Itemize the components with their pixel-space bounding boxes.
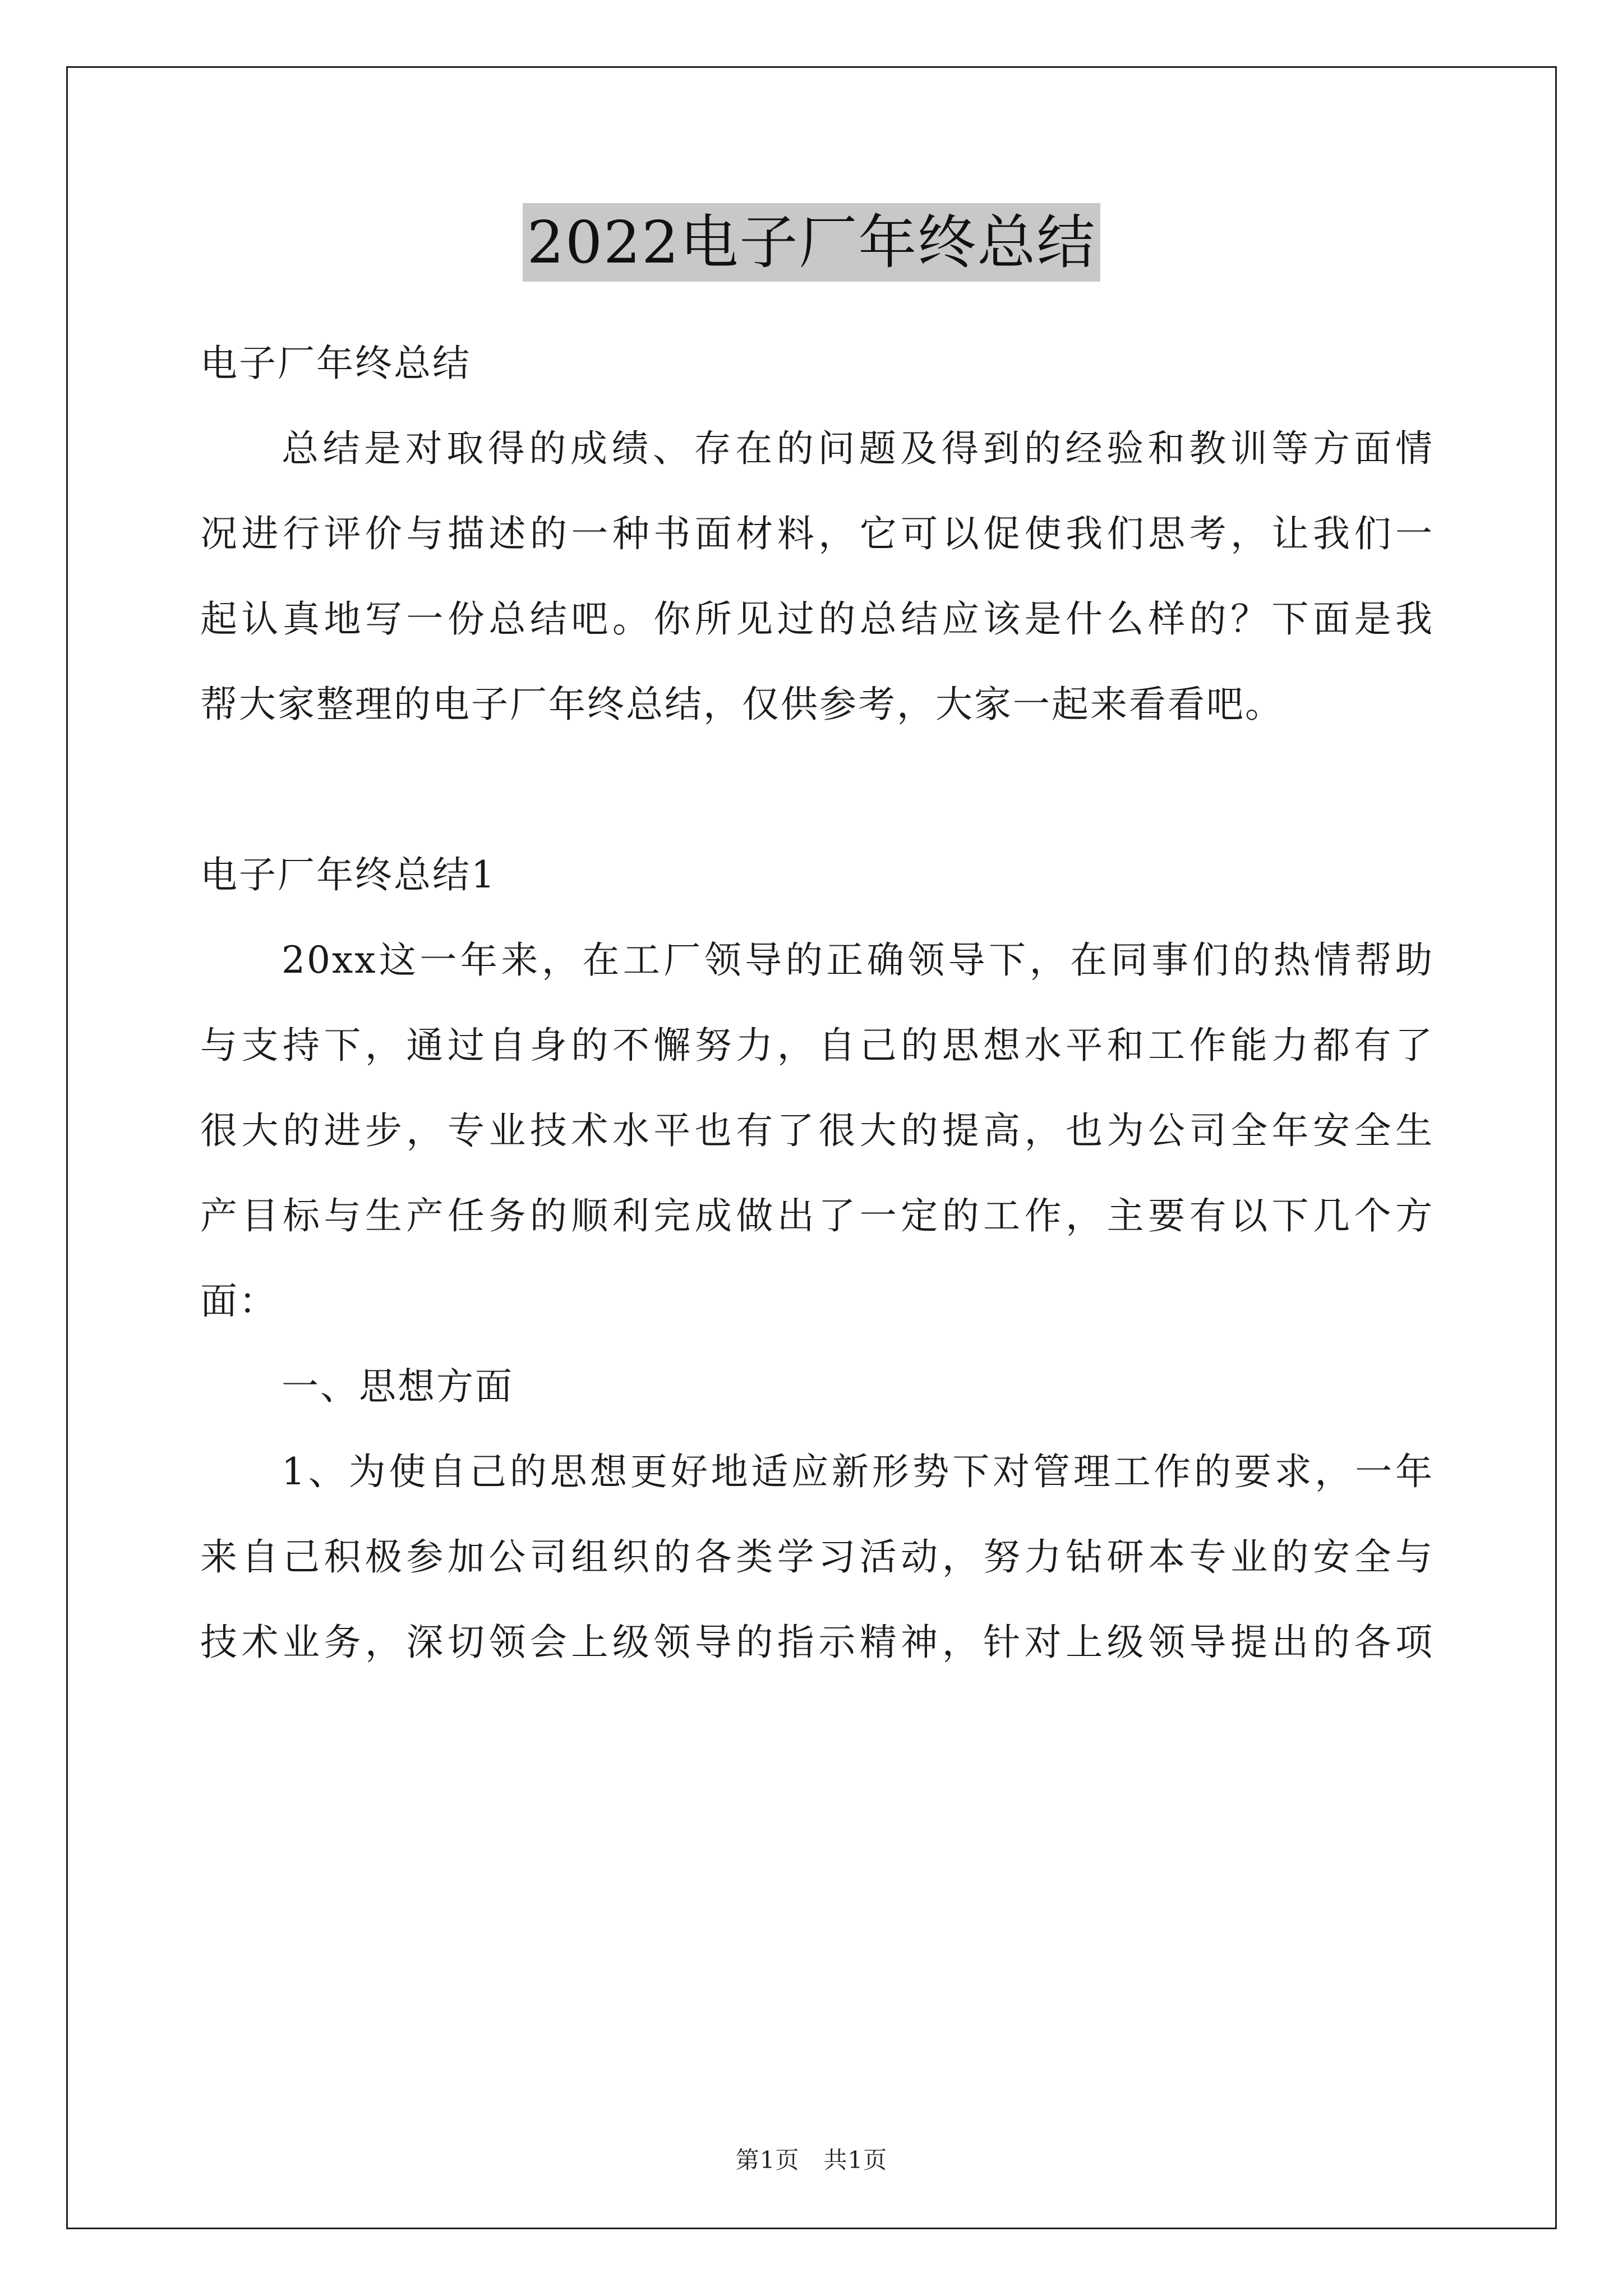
paragraph-gap [200,747,1434,832]
document-title: 2022电子厂年终总结 [523,203,1101,282]
intro-line: 总结是对取得的成绩、存在的问题及得到的经验和教训等方面情 [282,427,1434,470]
section-line: 与支持下，通过自身的不懈努力，自己的思想水平和工作能力都有了 [200,1024,1434,1067]
section-line: 面： [200,1280,278,1323]
intro-line: 起认真地写一份总结吧。你所见过的总结应该是什么样的？下面是我 [200,597,1434,641]
item-line: 1、为使自己的思想更好地适应新形势下对管理工作的要求，一年 [282,1450,1434,1493]
item-line: 来自己积极参加公司组织的各类学习活动，努力钻研本专业的安全与 [200,1535,1434,1579]
section-line: 很大的进步，专业技术水平也有了很大的提高，也为公司全年安全生 [200,1109,1434,1152]
subheading: 一、思想方面 [282,1365,514,1408]
item-line: 技术业务，深切领会上级领导的指示精神，针对上级领导提出的各项 [200,1621,1434,1664]
document-subtitle: 电子厂年终总结 [200,342,471,385]
title-wrap [0,203,1623,282]
document-body [200,321,1434,1685]
intro-line: 况进行评价与描述的一种书面材料，它可以促使我们思考，让我们一 [200,512,1434,555]
section-line: 20xx这一年来，在工厂领导的正确领导下，在同事们的热情帮助 [282,938,1434,982]
page-footer: 第1页 共1页 [735,2146,888,2174]
section-heading: 电子厂年终总结1 [200,853,496,896]
intro-line: 帮大家整理的电子厂年终总结，仅供参考，大家一起来看看吧。 [200,683,1284,726]
section-line: 产目标与生产任务的顺利完成做出了一定的工作，主要有以下几个方 [200,1194,1434,1237]
